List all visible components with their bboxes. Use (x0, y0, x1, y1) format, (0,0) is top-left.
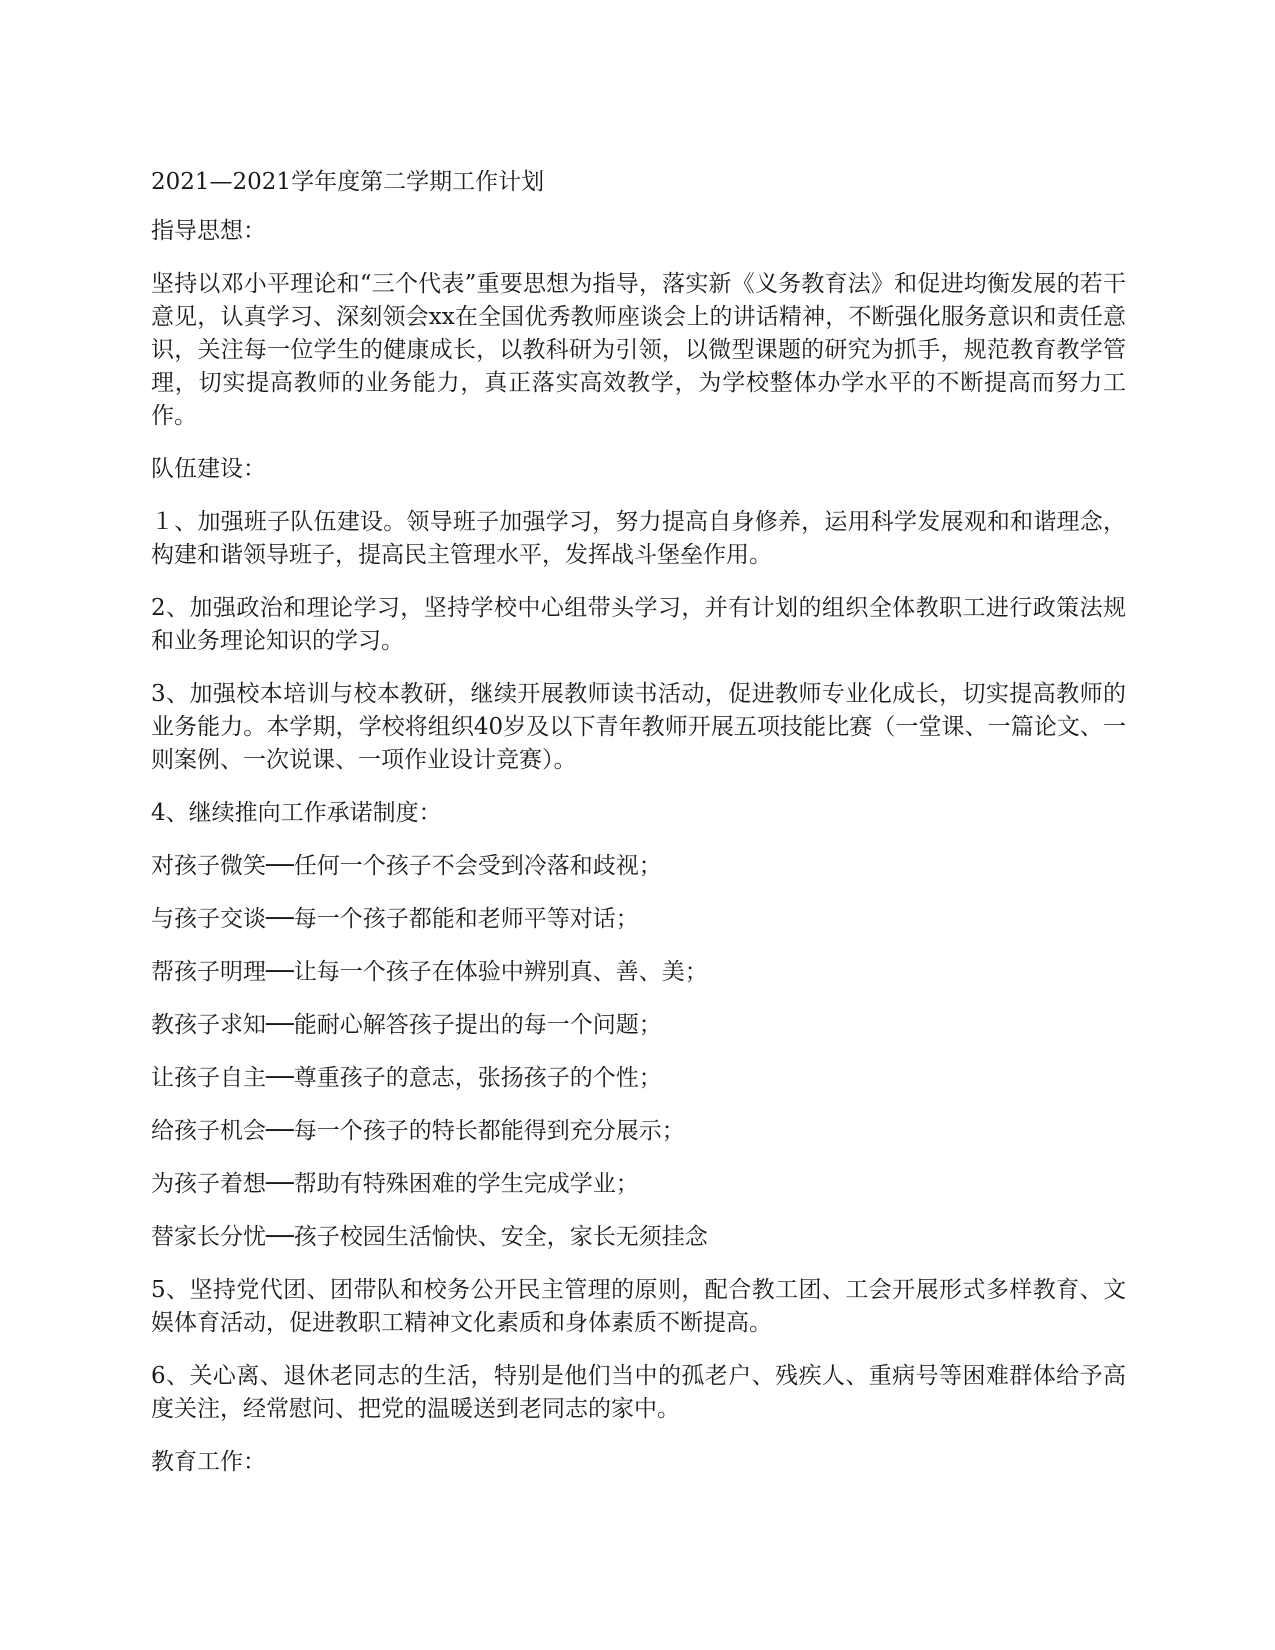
section-heading-team-building: 队伍建设： (151, 456, 266, 482)
paragraph-item-3: 3、加强校本培训与校本教研，继续开展教师读书活动，促进教师专业化成长，切实提高教师的业务能力。本学期，学校将组织40岁及以下青年教师开展五项技能比赛（一堂课、一篇论文、一则案例、一次说课、一项作业设计竞赛）。 (151, 681, 1126, 773)
paragraph-guiding-ideology: 坚持以邓小平理论和“三个代表”重要思想为指导，落实新《义务教育法》和促进均衡发展的若干意见，认真学习、深刻领会xx在全国优秀教师座谈会上的讲话精神，不断强化服务意识和责任意识，关注每一位学生的健康成长，以教科研为引领，以微型课题的研究为抓手，规范教育教学管理，切实提高教师的业务能力，真正落实高效教学，为学校整体办学水平的不断提高而努力工作。 (151, 271, 1126, 429)
commitment-line-parents: 替家长分忧──孩子校园生活愉快、安全，家长无须挂念 (151, 1224, 708, 1250)
section-heading-guiding-ideology: 指导思想： (151, 218, 266, 244)
paragraph-item-2: 2、加强政治和理论学习，坚持学校中心组带头学习，并有计划的组织全体教职工进行政策法规和业务理论知识的学习。 (151, 595, 1126, 654)
commitment-line-consideration: 为孩子着想──帮助有特殊困难的学生完成学业； (151, 1171, 639, 1197)
commitment-line-talk: 与孩子交谈──每一个孩子都能和老师平等对话； (151, 906, 639, 932)
paragraph-item-5: 5、坚持党代团、团带队和校务公开民主管理的原则，配合教工团、工会开展形式多样教育、文娱体育活动，促进教职工精神文化素质和身体素质不断提高。 (151, 1277, 1126, 1336)
paragraph-item-1: １、加强班子队伍建设。领导班子加强学习，努力提高自身修养，运用科学发展观和和谐理念，构建和谐领导班子，提高民主管理水平，发挥战斗堡垒作用。 (151, 509, 1126, 568)
paragraph-item-4: 4、继续推向工作承诺制度： (151, 800, 442, 826)
document-page (151, 166, 1126, 1499)
commitment-line-opportunity: 给孩子机会──每一个孩子的特长都能得到充分展示； (151, 1118, 685, 1144)
commitment-line-smile: 对孩子微笑──任何一个孩子不会受到冷落和歧视； (151, 853, 662, 879)
commitment-line-autonomy: 让孩子自主──尊重孩子的意志，张扬孩子的个性； (151, 1065, 662, 1091)
paragraph-item-6: 6、关心离、退休老同志的生活，特别是他们当中的孤老户、残疾人、重病号等困难群体给予高度关注，经常慰问、把党的温暖送到老同志的家中。 (151, 1363, 1126, 1422)
commitment-line-knowledge: 教孩子求知──能耐心解答孩子提出的每一个问题； (151, 1012, 662, 1038)
document-title: 2021—2021学年度第二学期工作计划 (151, 169, 545, 195)
section-heading-education-work: 教育工作： (151, 1449, 266, 1475)
commitment-line-reason: 帮孩子明理──让每一个孩子在体验中辨别真、善、美； (151, 959, 708, 985)
